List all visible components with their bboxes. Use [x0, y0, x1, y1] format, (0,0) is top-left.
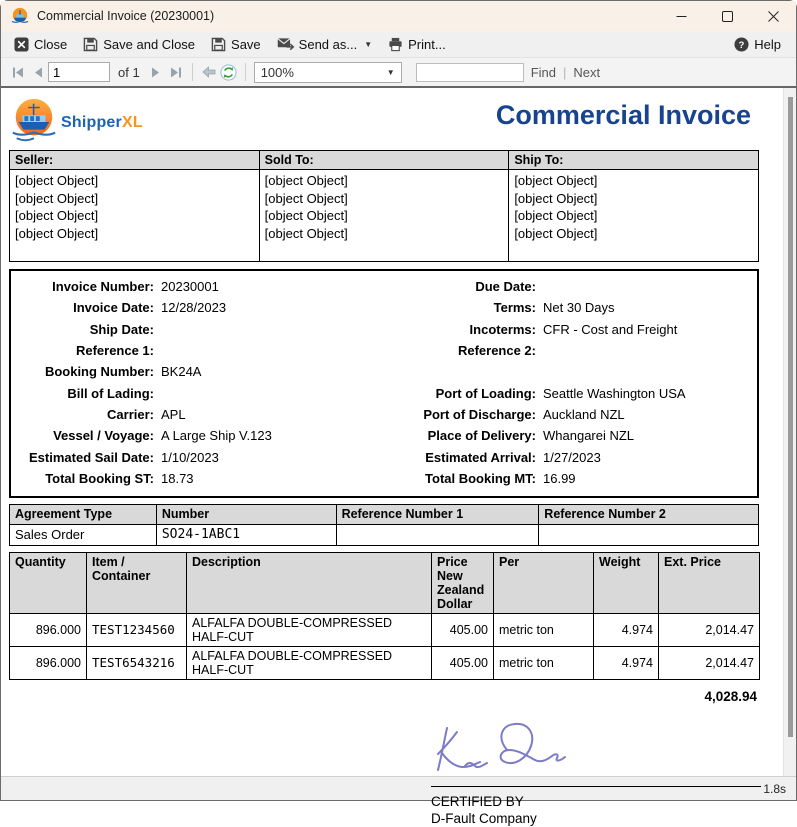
address-line: [object Object] [514, 208, 598, 223]
shipperxl-logo-text: ShipperXL [61, 114, 143, 131]
back-to-parent-button[interactable] [199, 62, 219, 82]
address-line: [object Object] [264, 208, 348, 223]
print-label: Print... [408, 36, 446, 52]
address-line: [object Object] [264, 173, 348, 188]
minimize-button[interactable] [658, 1, 704, 31]
addresses-table [9, 150, 759, 262]
detail-value-left: 20230001 [161, 279, 219, 295]
save-label: Save [231, 36, 261, 52]
description-cell: ALFALFA DOUBLE-COMPRESSED HALF-CUT [187, 613, 432, 646]
invoice-details-row [11, 340, 757, 361]
signature-line [431, 786, 761, 787]
first-page-button[interactable] [8, 62, 28, 82]
price-header: Price New Zealand Dollar [432, 552, 494, 613]
detail-value-right: Seattle Washington USA [543, 385, 686, 401]
detail-value-left: 18.73 [161, 470, 194, 486]
detail-value-left: A Large Ship V.123 [161, 428, 272, 444]
signature-block [431, 720, 761, 827]
printer-icon [388, 37, 403, 52]
render-time: 1.8s [763, 781, 786, 796]
refresh-icon [220, 64, 237, 81]
detail-value-left: APL [161, 406, 186, 422]
help-button[interactable] [729, 35, 786, 54]
current-page-input[interactable] [48, 62, 110, 82]
address-line: [object Object] [15, 208, 99, 223]
maximize-button[interactable] [704, 1, 750, 31]
description-header: Description [187, 552, 432, 613]
address-line: [object Object] [15, 225, 99, 241]
detail-value-right: 1/27/2023 [543, 449, 601, 465]
address-line: [object Object] [514, 190, 598, 206]
save-icon [211, 37, 226, 52]
ext-price-header: Ext. Price [659, 552, 760, 613]
close-label: Close [34, 36, 68, 52]
weight-header: Weight [594, 552, 659, 613]
close-window-button[interactable] [750, 1, 796, 31]
per-cell: metric ton [494, 646, 594, 679]
close-x-icon [14, 37, 29, 52]
help-label: Help [754, 36, 781, 52]
invoice-details-row [11, 319, 757, 340]
per-cell: metric ton [494, 613, 594, 646]
invoice-details-row [11, 382, 757, 403]
detail-label-left: Carrier: [107, 406, 154, 422]
agreement-row [10, 524, 759, 545]
detail-label-right: Terms: [493, 300, 536, 316]
detail-label-left: Invoice Number: [52, 279, 154, 295]
detail-value-right: Auckland NZL [543, 406, 625, 422]
vertical-scrollbar[interactable] [783, 88, 796, 776]
address-line: [object Object] [15, 173, 99, 188]
find-next-button[interactable]: Next [573, 64, 601, 80]
seller-address [10, 170, 260, 262]
svg-text:?: ? [738, 39, 745, 50]
line-items-table [9, 552, 760, 680]
address-line: [object Object] [514, 173, 598, 188]
detail-value-left: BK24A [161, 364, 202, 380]
detail-label-right: Due Date: [475, 279, 536, 295]
invoice-details-row [11, 446, 757, 467]
detail-label-left: Vessel / Voyage: [53, 428, 154, 444]
grand-total: 4,028.94 [704, 688, 757, 704]
signature-image [431, 720, 581, 780]
toolbar-separator [192, 63, 193, 81]
first-page-icon [12, 67, 24, 78]
print-button[interactable] [383, 35, 451, 54]
agreement-table [9, 504, 759, 546]
detail-value-left: 1/10/2023 [161, 449, 219, 465]
reference-number-2-cell [539, 524, 759, 545]
weight-cell: 4.974 [594, 613, 659, 646]
item-container-header: Item / Container [87, 552, 187, 613]
zoom-select[interactable] [254, 62, 402, 83]
titlebar [1, 1, 796, 31]
save-and-close-label: Save and Close [103, 36, 196, 52]
ext-price-cell: 2,014.47 [659, 613, 760, 646]
sold-to-header: Sold To: [259, 151, 509, 170]
save-button[interactable] [206, 35, 266, 54]
detail-label-right: Place of Delivery: [427, 428, 536, 444]
save-and-close-button[interactable] [78, 35, 200, 54]
minimize-icon [676, 11, 687, 22]
next-page-icon [151, 67, 160, 78]
zoom-dropdown-caret-icon: ▼ [386, 67, 395, 77]
detail-label-left: Estimated Sail Date: [29, 449, 154, 465]
send-as-label: Send as... [298, 36, 358, 52]
agreement-type-cell: Sales Order [10, 524, 157, 545]
report-header [9, 96, 759, 150]
send-as-button[interactable] [272, 35, 377, 54]
certified-by-label: CERTIFIED BY [431, 793, 524, 809]
item-container-cell: TEST6543216 [87, 646, 187, 679]
detail-label-left: Reference 1: [75, 343, 154, 359]
detail-label-left: Bill of Lading: [67, 385, 154, 401]
address-line: [object Object] [264, 190, 348, 206]
ext-price-cell: 2,014.47 [659, 646, 760, 679]
report-title: Commercial Invoice [495, 100, 751, 130]
find-button[interactable]: Find [530, 64, 556, 80]
send-email-icon [277, 37, 294, 51]
address-line: [object Object] [514, 225, 598, 241]
close-button[interactable] [9, 35, 72, 54]
detail-label-left: Total Booking ST: [45, 470, 154, 486]
scrollbar-thumb[interactable] [788, 97, 793, 737]
detail-label-right: Total Booking MT: [425, 470, 536, 486]
detail-label-right: Port of Discharge: [423, 406, 536, 422]
back-arrow-icon [202, 66, 216, 78]
item-container-cell: TEST1234560 [87, 613, 187, 646]
reference-number-1-cell [336, 524, 539, 545]
command-toolbar [1, 31, 796, 58]
invoice-details-row [11, 297, 757, 318]
shipperxl-logo-icon [9, 96, 59, 146]
detail-label-left: Invoice Date: [73, 300, 154, 316]
detail-label-left: Ship Date: [89, 321, 154, 337]
next-page-button[interactable] [146, 62, 166, 82]
last-page-button[interactable] [166, 62, 186, 82]
page-count-label: of 1 [118, 64, 140, 80]
find-text-input[interactable] [416, 63, 524, 82]
ship-to-header: Ship To: [509, 151, 759, 170]
agreement-type-header: Agreement Type [10, 504, 157, 524]
window-controls [658, 1, 796, 31]
line-item-row [10, 646, 760, 679]
description-cell: ALFALFA DOUBLE-COMPRESSED HALF-CUT [187, 646, 432, 679]
refresh-button[interactable] [219, 62, 239, 82]
agreement-number-header: Number [156, 504, 336, 524]
send-as-dropdown-caret-icon[interactable]: ▼ [364, 39, 373, 49]
invoice-details-row [11, 425, 757, 446]
per-header: Per [494, 552, 594, 613]
seller-header: Seller: [10, 151, 260, 170]
help-icon [734, 37, 749, 52]
detail-value-right: Whangarei NZL [543, 428, 635, 444]
detail-value-right: Net 30 Days [543, 300, 615, 316]
invoice-details-row [11, 404, 757, 425]
window-title: Commercial Invoice (20230001) [37, 9, 215, 23]
detail-value-right: CFR - Cost and Freight [543, 321, 678, 337]
maximize-icon [722, 11, 733, 22]
detail-label-right: Estimated Arrival: [425, 449, 536, 465]
report-nav-toolbar [1, 58, 796, 86]
address-line: [object Object] [15, 190, 99, 206]
toolbar-separator [245, 63, 246, 81]
price-cell: 405.00 [432, 613, 494, 646]
detail-value-right: 16.99 [543, 470, 576, 486]
detail-label-right: Reference 2: [457, 343, 536, 359]
ship-to-address [509, 170, 759, 262]
close-window-icon [768, 11, 779, 22]
detail-value-left: 12/28/2023 [161, 300, 227, 316]
previous-page-icon [34, 67, 43, 78]
detail-label-left: Booking Number: [44, 364, 154, 380]
zoom-value: 100% [260, 64, 294, 80]
quantity-cell: 896.000 [10, 613, 87, 646]
detail-label-right: Port of Loading: [435, 385, 536, 401]
sold-to-address [259, 170, 509, 262]
reference-number-2-header: Reference Number 2 [539, 504, 759, 524]
find-next-separator: | [562, 64, 567, 80]
invoice-details-row [11, 468, 757, 489]
reference-number-1-header: Reference Number 1 [336, 504, 539, 524]
line-item-row [10, 613, 760, 646]
invoice-details-box [9, 269, 759, 498]
save-icon [83, 37, 98, 52]
price-cell: 405.00 [432, 646, 494, 679]
detail-label-right: Incoterms: [469, 321, 536, 337]
certified-company: D-Fault Company [431, 810, 537, 826]
invoice-details-row [11, 361, 757, 382]
quantity-cell: 896.000 [10, 646, 87, 679]
app-ship-icon [11, 7, 29, 25]
last-page-icon [170, 67, 182, 78]
invoice-details-row [11, 276, 757, 297]
previous-page-button[interactable] [28, 62, 48, 82]
weight-cell: 4.974 [594, 646, 659, 679]
quantity-header: Quantity [10, 552, 87, 613]
agreement-number-cell: SO24-1ABC1 [156, 524, 336, 545]
address-line: [object Object] [264, 225, 348, 241]
